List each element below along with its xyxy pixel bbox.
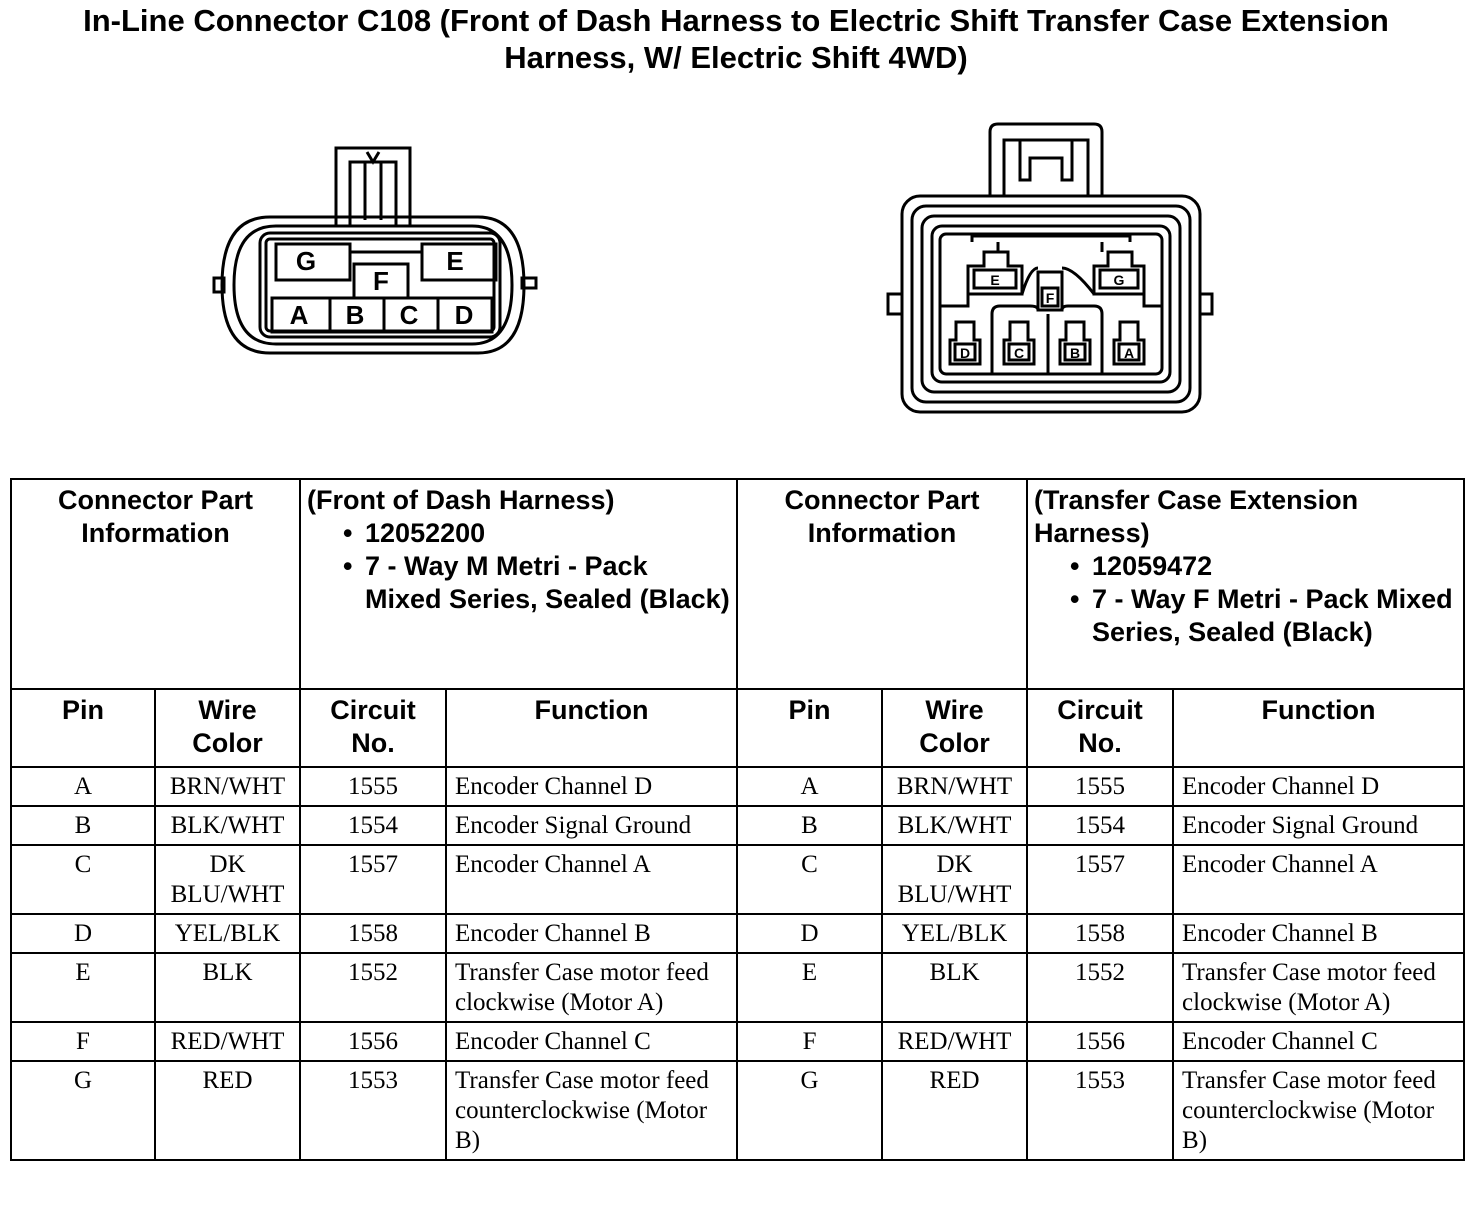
- header-wire-color-left: Wire Color: [155, 689, 300, 767]
- right-circuit-cell: 1556: [1027, 1022, 1173, 1061]
- left-function-cell: Encoder Channel C: [446, 1022, 737, 1061]
- right-pin-cell: F: [737, 1022, 882, 1061]
- right-latch: [990, 124, 1102, 196]
- left-function-cell: Encoder Signal Ground: [446, 806, 737, 845]
- left-function-cell: Transfer Case motor feed counterclockwise (Motor B): [446, 1061, 737, 1160]
- left-label-f: F: [373, 266, 389, 296]
- left-wire-color-cell: BLK/WHT: [155, 806, 300, 845]
- left-function-cell: Encoder Channel D: [446, 767, 737, 806]
- left-circuit-cell: 1555: [300, 767, 446, 806]
- right-pin-cell: C: [737, 845, 882, 914]
- left-harness-name: (Front of Dash Harness): [307, 485, 615, 515]
- right-circuit-cell: 1554: [1027, 806, 1173, 845]
- left-part-bullets: [307, 517, 730, 616]
- left-wire-color-cell: DK BLU/WHT: [155, 845, 300, 914]
- right-circuit-cell: 1555: [1027, 767, 1173, 806]
- right-function-cell: Transfer Case motor feed counterclockwise (Motor B): [1173, 1061, 1464, 1160]
- table-row: [11, 1061, 1464, 1160]
- left-connector-diagram: [210, 140, 550, 365]
- right-pin-cell: D: [737, 914, 882, 953]
- right-wire-color-cell: BRN/WHT: [882, 767, 1027, 806]
- pinout-table: [10, 478, 1465, 1161]
- right-pin-cell: A: [737, 767, 882, 806]
- left-part-info-label: Connector Part Information: [11, 479, 300, 689]
- left-part-description: • 7 - Way M Metri - Pack Mixed Series, Sealed (Black): [339, 550, 730, 616]
- right-pin-cell: B: [737, 806, 882, 845]
- column-header-row: [11, 689, 1464, 767]
- left-function-cell: Encoder Channel B: [446, 914, 737, 953]
- header-wire-color-right: Wire Color: [882, 689, 1027, 767]
- right-label-c: C: [1013, 345, 1025, 361]
- pin-rows: [11, 767, 1464, 1160]
- right-circuit-cell: 1553: [1027, 1061, 1173, 1160]
- left-circuit-cell: 1554: [300, 806, 446, 845]
- right-label-a: A: [1123, 345, 1135, 361]
- left-pin-cell: E: [11, 953, 155, 1022]
- left-circuit-cell: 1556: [300, 1022, 446, 1061]
- left-circuit-cell: 1558: [300, 914, 446, 953]
- right-part-description: • 7 - Way F Metri - Pack Mixed Series, Sealed (Black): [1066, 583, 1457, 649]
- right-part-info-label: Connector Part Information: [737, 479, 1027, 689]
- left-pin-cell: A: [11, 767, 155, 806]
- right-connector-diagram: [880, 118, 1220, 420]
- right-label-b: B: [1069, 345, 1081, 361]
- table-row: [11, 1022, 1464, 1061]
- left-pin-cell: C: [11, 845, 155, 914]
- left-wire-color-cell: RED: [155, 1061, 300, 1160]
- header-function-right: Function: [1173, 689, 1464, 767]
- header-pin-right: Pin: [737, 689, 882, 767]
- header-function-left: Function: [446, 689, 737, 767]
- right-part-number: • 12059472: [1066, 550, 1457, 583]
- right-circuit-cell: 1557: [1027, 845, 1173, 914]
- left-pin-cell: G: [11, 1061, 155, 1160]
- right-wire-color-cell: RED/WHT: [882, 1022, 1027, 1061]
- header-pin-left: Pin: [11, 689, 155, 767]
- left-function-cell: Transfer Case motor feed clockwise (Motor A): [446, 953, 737, 1022]
- left-label-c: C: [399, 300, 419, 330]
- right-label-d: D: [959, 345, 971, 361]
- left-function-cell: Encoder Channel A: [446, 845, 737, 914]
- left-wire-color-cell: YEL/BLK: [155, 914, 300, 953]
- left-label-b: B: [345, 300, 365, 330]
- table-row: [11, 953, 1464, 1022]
- page-title: [0, 2, 1472, 76]
- right-wire-color-cell: YEL/BLK: [882, 914, 1027, 953]
- table-row: [11, 845, 1464, 914]
- table-row: [11, 914, 1464, 953]
- left-label-g: G: [295, 246, 317, 276]
- header-circuit-left: Circuit No.: [300, 689, 446, 767]
- left-wire-color-cell: BRN/WHT: [155, 767, 300, 806]
- table-row: [11, 806, 1464, 845]
- right-function-cell: Encoder Channel A: [1173, 845, 1464, 914]
- right-function-cell: Encoder Channel B: [1173, 914, 1464, 953]
- left-circuit-cell: 1552: [300, 953, 446, 1022]
- table-row: [11, 767, 1464, 806]
- header-circuit-right: Circuit No.: [1027, 689, 1173, 767]
- right-function-cell: Encoder Channel D: [1173, 767, 1464, 806]
- left-wire-color-cell: RED/WHT: [155, 1022, 300, 1061]
- right-function-cell: Transfer Case motor feed clockwise (Motor A): [1173, 953, 1464, 1022]
- left-pin-cell: F: [11, 1022, 155, 1061]
- right-wire-color-cell: BLK/WHT: [882, 806, 1027, 845]
- right-wire-color-cell: BLK: [882, 953, 1027, 1022]
- title-line-2: Harness, W/ Electric Shift 4WD): [504, 40, 968, 75]
- right-wire-color-cell: DK BLU/WHT: [882, 845, 1027, 914]
- left-circuit-cell: 1557: [300, 845, 446, 914]
- left-wire-color-cell: BLK: [155, 953, 300, 1022]
- left-label-a: A: [289, 300, 309, 330]
- part-info-row: [11, 479, 1464, 689]
- left-circuit-cell: 1553: [300, 1061, 446, 1160]
- left-pin-cell: B: [11, 806, 155, 845]
- left-pin-cell: D: [11, 914, 155, 953]
- right-label-f: F: [1045, 290, 1055, 306]
- right-circuit-cell: 1552: [1027, 953, 1173, 1022]
- right-label-g: G: [1113, 272, 1125, 288]
- title-line-1: In-Line Connector C108 (Front of Dash Harness to Electric Shift Transfer Case Extension: [83, 3, 1389, 38]
- right-part-bullets: [1034, 550, 1457, 649]
- right-harness-name: (Transfer Case Extension Harness): [1034, 485, 1359, 548]
- right-part-info: [1027, 479, 1464, 689]
- right-pin-cell: E: [737, 953, 882, 1022]
- right-pin-cell: G: [737, 1061, 882, 1160]
- left-part-number: • 12052200: [339, 517, 730, 550]
- right-wire-color-cell: RED: [882, 1061, 1027, 1160]
- right-function-cell: Encoder Channel C: [1173, 1022, 1464, 1061]
- right-label-e: E: [990, 272, 1000, 288]
- left-part-info: [300, 479, 737, 689]
- left-label-e: E: [446, 246, 464, 276]
- right-function-cell: Encoder Signal Ground: [1173, 806, 1464, 845]
- left-label-d: D: [454, 300, 474, 330]
- right-circuit-cell: 1558: [1027, 914, 1173, 953]
